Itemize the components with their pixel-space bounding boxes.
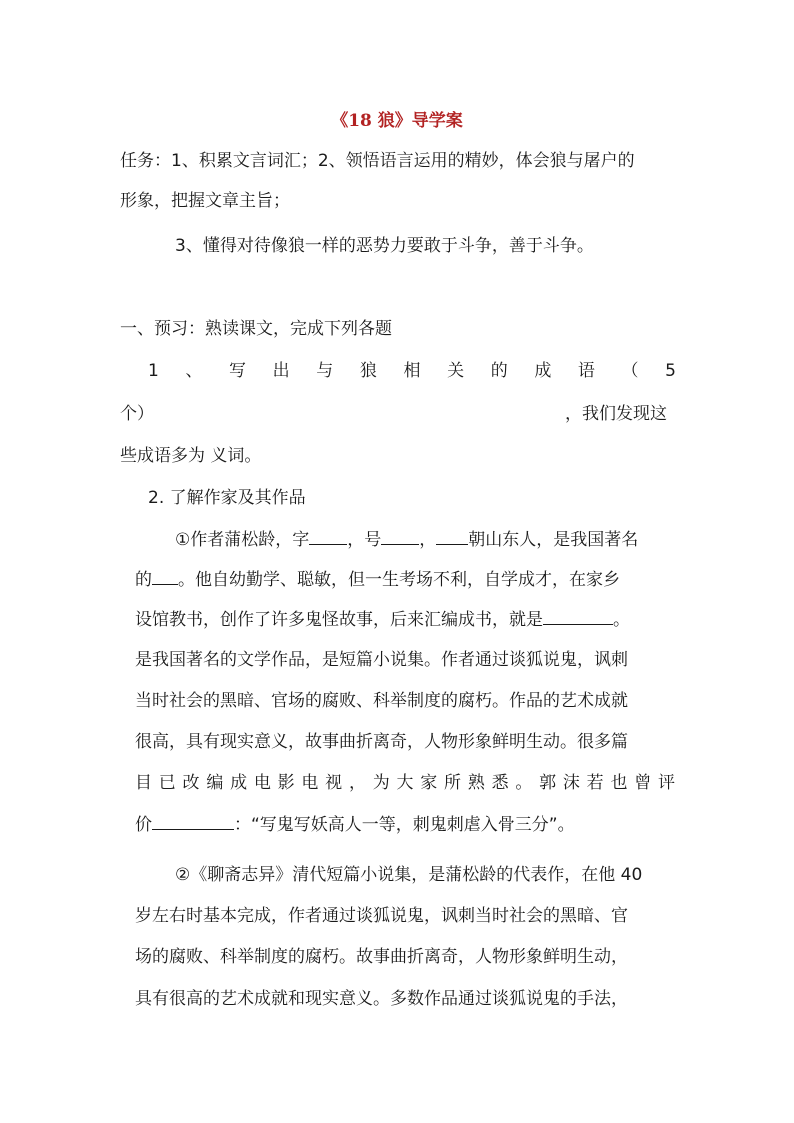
question-1-line-3: 些成语多为 义词。 xyxy=(120,446,262,466)
book-paragraph-line-3: 场的腐败、科举制度的腐朽。故事曲折离奇，人物形象鲜明生动， xyxy=(135,947,628,967)
question-1-char: 的 xyxy=(490,361,508,381)
author-paragraph-line-3 xyxy=(135,608,630,631)
question-1-char: 写 xyxy=(229,361,247,381)
question-1-char: 语 xyxy=(577,361,595,381)
question-1-line-2-start: 个） xyxy=(120,404,154,424)
question-1-char: 相 xyxy=(403,361,421,381)
section-heading-preview: 一、预习：熟读课文，完成下列各题 xyxy=(120,319,392,339)
question-1-char: 成 xyxy=(534,361,552,381)
author-paragraph-line-1 xyxy=(175,528,638,551)
question-1-char: 1 xyxy=(148,361,159,381)
author-line-2-part-a: 的 xyxy=(135,570,152,590)
author-paragraph-line-8 xyxy=(135,813,575,836)
author-line-1-part-c: ， xyxy=(419,530,437,550)
book-paragraph-line-4: 具有很高的艺术成就和现实意义。多数作品通过谈狐说鬼的手法， xyxy=(135,989,628,1009)
blank-commentary[interactable] xyxy=(152,813,234,830)
task-line-2: 形象，把握文章主旨； xyxy=(120,191,290,211)
author-line-3-part-a: 设馆教书，创作了许多鬼怪故事，后来汇编成书，就是 xyxy=(135,610,543,630)
author-paragraph-line-4: 是我国著名的文学作品，是短篇小说集。作者通过谈狐说鬼，讽刺 xyxy=(135,650,628,670)
author-paragraph-line-5: 当时社会的黑暗、官场的腐败、科举制度的腐朽。作品的艺术成就 xyxy=(135,691,628,711)
question-1-line-1 xyxy=(148,360,676,382)
author-paragraph-line-2 xyxy=(135,568,620,591)
question-1-char: 与 xyxy=(316,361,334,381)
question-1-char: 狼 xyxy=(359,361,377,381)
author-line-8-part-a: 价 xyxy=(135,815,152,835)
book-paragraph-line-2: 岁左右时基本完成，作者通过谈狐说鬼，讽刺当时社会的黑暗、官 xyxy=(135,906,628,926)
author-line-1-part-a: ①作者蒲松龄，字 xyxy=(175,530,310,550)
blank-identity[interactable] xyxy=(152,568,178,585)
author-line-3-part-b: 。 xyxy=(613,610,630,630)
author-line-1-part-d: 朝山东人，是我国著名 xyxy=(468,530,639,550)
question-1-char: 5 xyxy=(665,361,676,381)
question-1-char: 、 xyxy=(185,361,203,381)
author-line-1-part-b: ，号 xyxy=(347,530,382,550)
book-paragraph-line-1: ②《聊斋志异》清代短篇小说集，是蒲松龄的代表作，在他 40 xyxy=(175,865,643,885)
question-1-char: 关 xyxy=(447,361,465,381)
blank-courtesy-name[interactable] xyxy=(309,528,347,545)
author-line-2-part-b: 。他自幼勤学、聪敏，但一生考场不利，自学成才，在家乡 xyxy=(178,570,620,590)
question-1-line-2-end: ，我们发现这 xyxy=(565,404,667,424)
blank-pseudonym[interactable] xyxy=(381,528,419,545)
author-paragraph-line-7: 目已改编成电影电视，为大家所熟悉。郭沫若也曾评 xyxy=(135,773,675,793)
blank-book-title[interactable] xyxy=(543,608,613,625)
question-1-char: （ xyxy=(621,361,639,381)
task-line-3: 3、懂得对待像狼一样的恶势力要敢于斗争，善于斗争。 xyxy=(175,236,594,256)
question-2-heading: 2. 了解作家及其作品 xyxy=(148,488,306,508)
blank-dynasty[interactable] xyxy=(436,528,468,545)
question-1-char: 出 xyxy=(272,361,290,381)
author-paragraph-line-6: 很高，具有现实意义，故事曲折离奇，人物形象鲜明生动。很多篇 xyxy=(135,732,628,752)
document-title: 《18 狼》导学案 xyxy=(331,111,463,131)
author-line-8-part-b: ：“写鬼写妖高人一等，刺鬼刺虐入骨三分”。 xyxy=(234,815,575,835)
task-line-1: 任务：1、积累文言词汇；2、领悟语言运用的精妙，体会狼与屠户的 xyxy=(120,151,635,171)
